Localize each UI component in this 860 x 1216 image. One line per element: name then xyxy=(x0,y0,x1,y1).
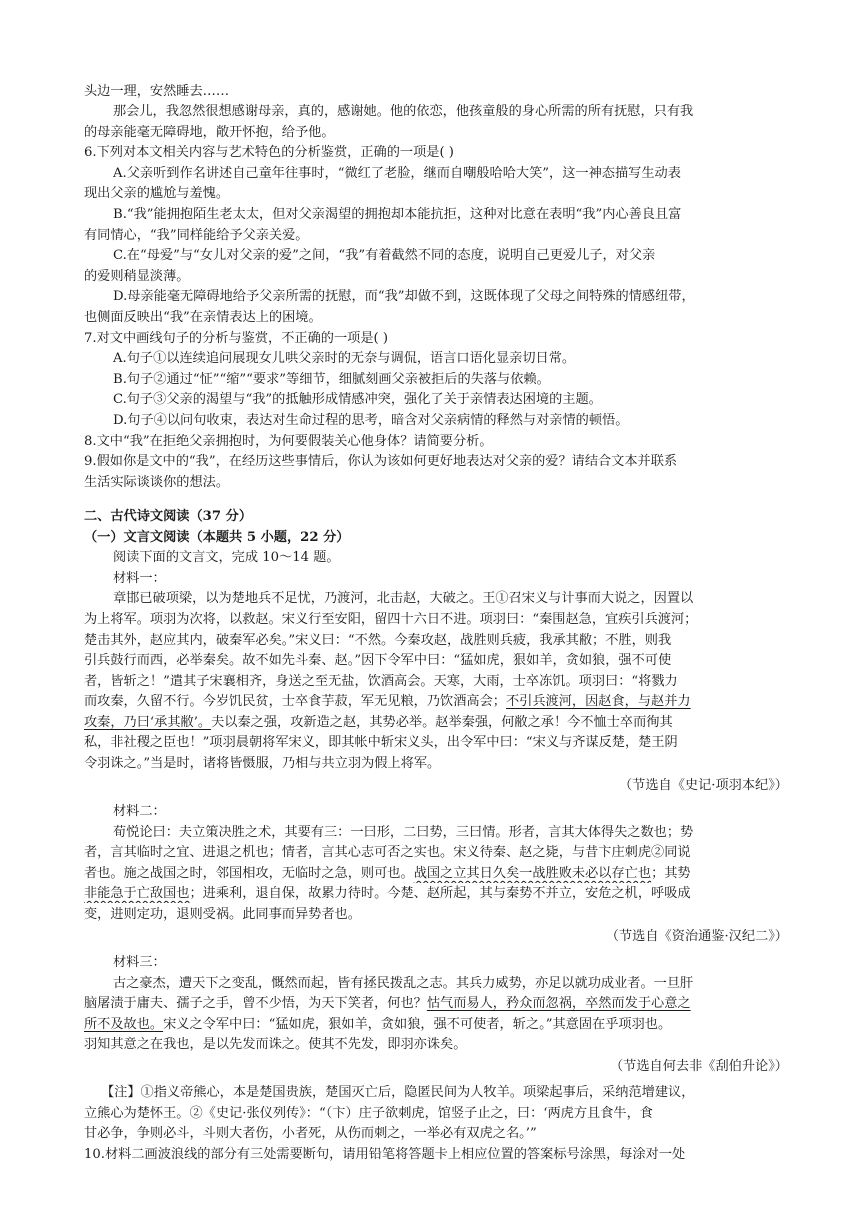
line-text: D.句子④以问句收束，表达对生命过程的思考，暗含对父亲病情的释然与对亲情的顿悟。 xyxy=(113,413,629,428)
text-line xyxy=(84,610,778,629)
line-text: 变，进则定功，退则受祸。此同事而异势者也。 xyxy=(84,907,361,922)
text-line xyxy=(113,370,778,389)
line-text: 脑屠渍于庸夫、孺子之手，曾不少悟，为天下笑者，何也？ xyxy=(84,996,427,1011)
line-text: 材料一： xyxy=(113,571,166,586)
text-line xyxy=(84,528,778,547)
line-text: 古之豪杰，遭天下之变乱，慨然而起，皆有拯民拨乱之志。其兵力威势，亦足以就功成业者。一旦肝 xyxy=(113,976,694,991)
line-text: 6.下列对本文相关内容与艺术特色的分析鉴赏，正确的一项是( ) xyxy=(84,145,454,160)
line-text: 的母亲能毫无障碍地，敞开怀抱，给予他。 xyxy=(84,125,335,140)
line-text: 10.材料二画波浪线的部分有三处需要断句，请用铅笔将答题卡上相应位置的答案标号涂黑，每涂对一处 xyxy=(84,1147,686,1162)
line-text-tail: 夫以秦之强，攻新造之赵，其势必举。赵举秦强，何敝之承！今不恤士卒而徇其 xyxy=(211,715,673,730)
text-line xyxy=(84,1104,778,1123)
text-line xyxy=(84,1145,778,1164)
text-line xyxy=(113,548,778,567)
line-text: 也侧面反映出“我”在亲情表达上的困境。 xyxy=(84,310,322,325)
line-text: C.句子③父亲的渴望与“我”的抵触形成情感冲突，强化了关于亲情表达困境的主题。 xyxy=(113,392,602,407)
line-text: 者，言其临时之宜、进退之机也；情者，言其心志可否之实也。宋义待秦、赵之毙，与昔卞庄刺虎②同说 xyxy=(84,845,691,860)
line-text: 8.文中“我”在拒绝父亲拥抱时，为何要假装关心他身体？请简要分析。 xyxy=(84,434,493,449)
line-text-tail: ；进乘利，退自保，故累力待时。今楚、赵所起，其与秦势不并立，安危之机，呼吸成 xyxy=(189,886,691,901)
text-line xyxy=(84,713,778,732)
text-line xyxy=(610,1057,788,1076)
line-text: 阅读下面的文言文，完成 10～14 题。 xyxy=(113,550,340,565)
text-line xyxy=(101,1083,766,1102)
text-line xyxy=(84,1015,778,1034)
text-line xyxy=(84,473,778,492)
line-text: 荀悦论曰：夫立策决胜之术，其要有三：一曰形，二曰势，三曰情。形者，言其大体得失之数也；势 xyxy=(113,825,694,840)
text-line xyxy=(84,754,778,773)
text-line xyxy=(113,411,778,430)
line-text: 现出父亲的尴尬与羞愧。 xyxy=(84,186,230,201)
text-line xyxy=(84,631,778,650)
line-text: 楚击其外，赵应其内，破秦军必矣。”宋义曰：“不然。今秦攻赵，战胜则兵疲，我承其敝；不胜，则我 xyxy=(84,633,672,648)
text-line xyxy=(113,589,778,608)
text-line xyxy=(113,953,778,972)
line-text: 头边一理，安然睡去…… xyxy=(84,84,230,99)
text-line xyxy=(113,974,778,993)
text-line xyxy=(84,452,778,471)
line-text: 9.假如你是文中的“我”，在经历这些事情后，你认为该如何更好地表达对父亲的爱？请结合文本并联系 xyxy=(84,454,678,469)
text-line xyxy=(113,164,778,183)
wavy-underlined-text: 战国之立其日久矣一战胜败未必以存亡也 xyxy=(413,866,652,881)
wavy-underlined-text: 非能急于亡敌国也 xyxy=(84,886,190,901)
line-text: 二、古代诗文阅读（37 分） xyxy=(84,509,253,524)
text-line xyxy=(84,733,778,752)
line-text: 材料三： xyxy=(113,955,166,970)
text-line xyxy=(84,1124,778,1143)
text-line xyxy=(84,884,778,903)
line-text: 私，非社稷之臣也！”项羽晨朝将军宋义，即其帐中斩宋义头，出令军中曰：“宋义与齐谋反楚，楚王阴 xyxy=(84,735,678,750)
underlined-sentence: 所不及故也。 xyxy=(84,1017,164,1032)
text-line xyxy=(84,432,778,451)
text-line xyxy=(84,994,778,1013)
text-line xyxy=(84,267,778,286)
line-text: 的爱则稍显淡薄。 xyxy=(84,269,190,284)
text-line xyxy=(84,843,778,862)
line-text: 而攻秦，久留不行。今岁饥民贫，士卒食芋菽，军无见粮，乃饮酒高会； xyxy=(84,694,506,709)
text-line xyxy=(84,692,778,711)
text-line xyxy=(84,143,778,162)
line-text: 甘必争，争则必斗，斗则大者伤，小者死，从伤而刺之，一举必有双虎之名。’” xyxy=(84,1126,537,1141)
line-text-tail: 宋义之令军中曰：“猛如虎，狠如羊，贪如狼，强不可使者，斩之。”其意固在乎项羽也。 xyxy=(163,1017,672,1032)
line-text: C.在“母爱”与“女儿对父亲的爱”之间，“我”有着截然不同的态度，说明自己更爱儿子，对父亲 xyxy=(113,248,656,263)
text-line xyxy=(84,651,778,670)
text-line xyxy=(113,102,778,121)
text-line xyxy=(113,205,778,224)
line-text: （节选自《资治通鉴·汉纪二》） xyxy=(605,929,788,944)
line-text: 那会儿，我忽然很想感谢母亲，真的，感谢她。他的依恋，他孩童般的身心所需的所有抚慰，只有我 xyxy=(113,104,694,119)
text-line xyxy=(84,184,778,203)
line-text: B.“我”能拥抱陌生老太太，但对父亲渴望的拥抱却本能抗拒，这种对比意在表明“我”内心善良且富 xyxy=(113,207,682,222)
line-text: A.父亲听到作名讲述自己童年往事时，“微红了老脸，继而自嘲般哈哈大笑”，这一神态描写生动表 xyxy=(113,166,681,181)
underlined-sentence: 攻秦，乃曰‘承其敝’。 xyxy=(84,715,212,730)
line-text: （一）文言文阅读（本题共 5 小题，22 分） xyxy=(84,530,350,545)
line-text: 章邯已破项梁，以为楚地兵不足忧，乃渡河，北击赵，大破之。王①召宋义与计事而大说之，因置以 xyxy=(113,591,694,606)
text-line xyxy=(84,507,778,526)
line-text-tail: ；其势 xyxy=(651,866,691,881)
text-line xyxy=(606,927,788,946)
text-line xyxy=(84,672,778,691)
text-line xyxy=(113,569,778,588)
line-text: 令羽诛之。”当是时，诸将皆慑服，乃相与共立羽为假上将军。 xyxy=(84,756,441,771)
text-line xyxy=(84,308,778,327)
line-text: 材料二： xyxy=(113,804,166,819)
line-text: 7.对文中画线句子的分析与鉴赏，不正确的一项是( ) xyxy=(84,331,388,346)
line-text: 者，皆斩之！”遣其子宋襄相齐，身送之至无盐，饮酒高会。天寒，大雨，士卒冻饥。项羽曰：“将戮力 xyxy=(84,674,678,689)
line-text: 生活实际谈谈你的想法。 xyxy=(84,475,230,490)
text-line xyxy=(84,123,778,142)
line-text: 为上将军。项羽为次将，以救赵。宋义行至安阳，留四十六日不进。项羽曰：“秦围赵急，宜疾引兵渡河； xyxy=(84,612,698,627)
line-text: A.句子①以连续追问展现女儿哄父亲时的无奈与调侃，语言口语化显亲切日常。 xyxy=(113,351,576,366)
text-line xyxy=(113,390,778,409)
line-text: B.句子②通过“怔”“缩”“要求”等细节，细腻刻画父亲被拒后的失落与依赖。 xyxy=(113,372,550,387)
underlined-sentence: 不引兵渡河，因赵食，与赵并力 xyxy=(506,694,691,709)
text-line xyxy=(84,1035,778,1054)
line-text: 引兵鼓行而西，必举秦矣。故不如先斗秦、赵。”因下令军中曰：“猛如虎，狠如羊，贪如狼，强不可使 xyxy=(84,653,672,668)
text-line xyxy=(84,329,778,348)
line-text: 立熊心为楚怀王。②《史记·张仪列传》：“（卞）庄子欲刺虎，馆竖子止之，曰：‘两虎方且食牛，食 xyxy=(84,1106,653,1121)
text-line xyxy=(113,823,778,842)
line-text: （节选自《史记·项羽本纪》） xyxy=(618,778,788,793)
text-line xyxy=(619,776,788,795)
text-line xyxy=(113,287,778,306)
text-line xyxy=(84,82,778,101)
text-line xyxy=(84,226,778,245)
underlined-sentence: 怙气而易人，矜众而忽祸，卒然而发于心意之 xyxy=(426,996,691,1011)
line-text: 羽知其意之在我也，是以先发而诛之。使其不先发，即羽亦诛矣。 xyxy=(84,1037,467,1052)
line-text: 【注】①指义帝熊心，本是楚国贵族，楚国灭亡后，隐匿民间为人牧羊。项梁起事后，采纳范增建议， xyxy=(101,1085,695,1100)
text-line xyxy=(84,864,778,883)
text-line xyxy=(113,802,778,821)
line-text: （节选自何去非《刮伯升论》） xyxy=(609,1059,788,1074)
line-text: D.母亲能毫无障碍地给予父亲所需的抚慰，而“我”却做不到，这既体现了父母之间特殊的情感纽带， xyxy=(113,289,695,304)
text-line xyxy=(113,349,778,368)
text-line xyxy=(113,246,778,265)
line-text: 者也。施之战国之时，邻国相攻，无临时之急，则可也。 xyxy=(84,866,414,881)
line-text: 有同情心，“我”同样能给予父亲关爱。 xyxy=(84,228,309,243)
text-line xyxy=(84,905,778,924)
